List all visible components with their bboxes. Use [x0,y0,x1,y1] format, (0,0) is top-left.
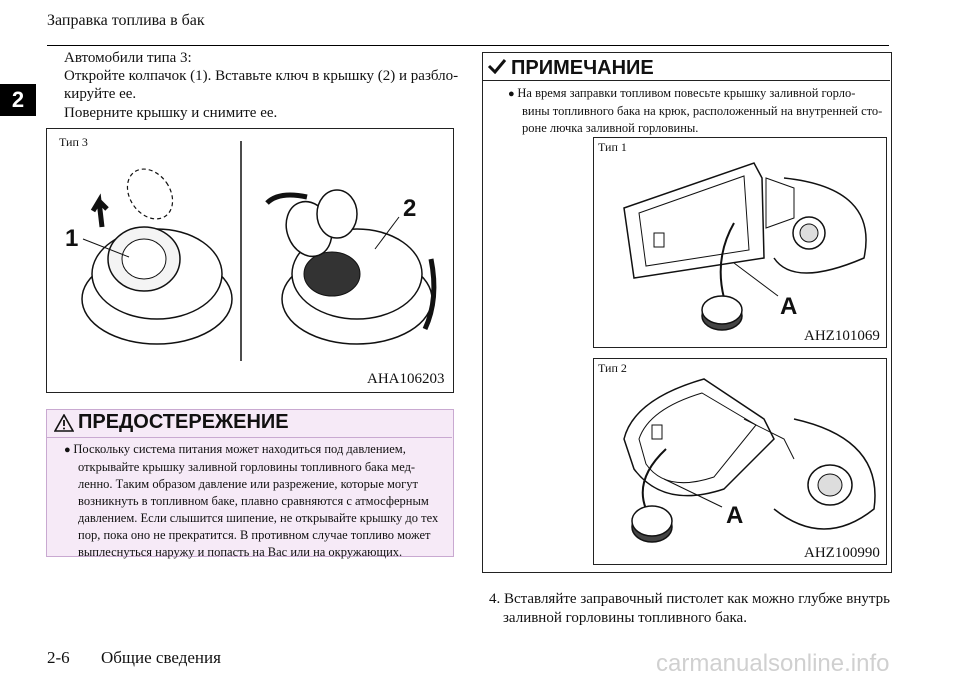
figure-type-label: Тип 2 [598,361,627,375]
figure-code: AHZ100990 [804,545,880,561]
figure-code: AHZ101069 [804,328,880,344]
figure-type1 [593,137,887,348]
warning-line: давлением. Если слышится шипение, не открывайте крышку до тех [78,511,439,525]
chapter-tab: 2 [0,84,36,116]
warning-line: выплеснуться наружу и попасть на Вас или на окружающих. [78,545,403,559]
figure-fuel-cap-type3 [46,128,454,393]
bullet-icon: ● [64,444,74,456]
callout-a: A [726,502,744,529]
intro-line-4: Поверните крышку и снимите ее. [64,105,278,121]
callout-a: A [780,293,798,320]
note-line: вины топливного бака на крюк, расположенный на внутренней сто- [522,104,883,118]
warning-text [64,441,448,561]
warning-line: ● Поскольку система питания может находиться под давлением, [64,442,406,456]
callout-2: 2 [403,195,417,222]
figure-code: AHA106203 [367,371,445,387]
intro-line-3: кируйте ее. [64,86,137,102]
figure-type-label: Тип 3 [59,135,88,149]
step4-line-1: 4. Вставляйте заправочный пистолет как можно глубже внутрь [489,591,890,607]
intro-line-1: Автомобили типа 3: [64,50,192,66]
callout-1: 1 [65,225,79,252]
warning-triangle-icon [54,414,74,437]
fuel-cap-illustration [47,129,453,392]
warning-line: пор, пока оно не прекратится. В противном случае топливо может [78,528,431,542]
fuel-door-type1-illustration [594,138,886,347]
warning-line: возникнуть в топливном баке, плавно сравняются с атмосферным [78,494,429,508]
page-header-title: Заправка топлива в бак [47,12,205,29]
check-icon [487,58,507,79]
note-line: роне лючка заливной горловины. [522,121,699,135]
warning-title: ПРЕДОСТЕРЕЖЕНИЕ [78,411,289,433]
step4-line-2: заливной горловины топливного бака. [503,610,747,626]
header-rule [47,45,889,46]
note-text [508,85,884,137]
intro-line-2: Откройте колпачок (1). Вставьте ключ в крышку (2) и разбло- [64,68,459,84]
footer-page-number: 2-6 [47,648,70,667]
note-title: ПРИМЕЧАНИЕ [511,57,654,79]
bullet-icon: ● [508,88,518,100]
watermark: carmanualsonline.info [656,650,890,677]
footer-section: Общие сведения [101,648,221,667]
note-line: ● На время заправки топливом повесьте крышку заливной горло- [508,86,856,100]
fuel-door-type2-illustration [594,359,886,564]
figure-type2 [593,358,887,565]
figure-type-label: Тип 1 [598,140,627,154]
warning-line: ленно. Таким образом давление или разрежение, которые могут [78,477,419,491]
warning-line: открывайте крышку заливной горловины топливного бака мед- [78,460,416,474]
